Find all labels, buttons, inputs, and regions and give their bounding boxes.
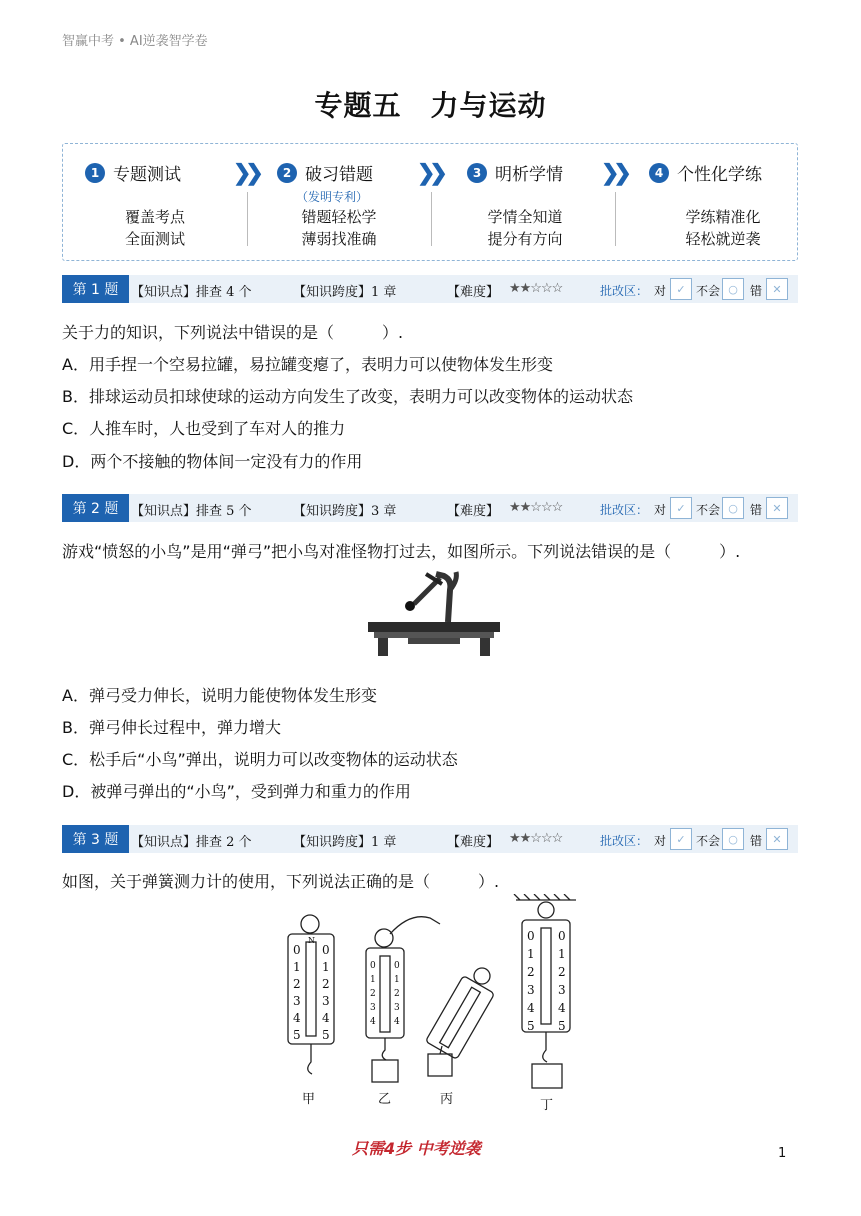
check-icon[interactable]: ✓ xyxy=(670,497,692,519)
step-4 xyxy=(649,160,819,185)
figure-label-jia: 甲 xyxy=(302,1092,316,1107)
grade-unknown-label: 不会 xyxy=(696,503,721,517)
option-d: D．被弹弓弹出的“小鸟”，受到弹力和重力的作用 xyxy=(62,782,411,801)
question-stem: 关于力的知识，下列说法中错误的是（ ）. xyxy=(62,323,404,342)
question-info xyxy=(129,275,637,303)
step-2-desc: 错题轻松学 薄弱找准确 xyxy=(301,208,377,248)
difficulty-label: 【难度】 xyxy=(447,835,500,850)
svg-text:1: 1 xyxy=(558,947,566,961)
step-number: 4 xyxy=(649,163,669,183)
difficulty-stars: ★★☆☆☆ xyxy=(509,500,563,515)
step-4-desc: 学练精准化 轻松就逆袭 xyxy=(685,208,761,248)
cross-icon[interactable]: ✕ xyxy=(766,278,788,300)
option-a: A．用手捏一个空易拉罐，易拉罐变瘪了，表明力可以使物体发生形变 xyxy=(62,355,553,374)
grade-zone-label: 批改区： xyxy=(600,834,649,848)
grading-zone xyxy=(588,275,798,303)
cross-icon[interactable]: ✕ xyxy=(766,497,788,519)
question-bar xyxy=(62,825,798,853)
svg-text:4: 4 xyxy=(370,1017,376,1027)
difficulty-stars: ★★☆☆☆ xyxy=(509,281,563,296)
slingshot-figure xyxy=(366,566,502,658)
question-number: 第 1 题 xyxy=(62,275,129,303)
svg-text:1: 1 xyxy=(394,975,400,985)
svg-text:4: 4 xyxy=(293,1011,301,1025)
svg-text:0: 0 xyxy=(527,929,535,943)
difficulty-label: 【难度】 xyxy=(447,504,500,519)
svg-text:0: 0 xyxy=(322,943,330,957)
step-sub: （发明专利） xyxy=(295,190,368,204)
svg-text:0: 0 xyxy=(558,929,566,943)
grading-zone xyxy=(588,494,798,522)
chevron-right-icon: ❯❯ xyxy=(233,160,258,186)
divider xyxy=(615,192,616,246)
grade-wrong-label: 错 xyxy=(750,284,763,298)
grading-zone xyxy=(588,825,798,853)
svg-text:2: 2 xyxy=(293,977,301,991)
step-label: 明析学情 xyxy=(495,165,563,185)
option-c: C．人推车时，人也受到了车对人的推力 xyxy=(62,419,346,438)
svg-text:3: 3 xyxy=(370,1003,376,1013)
grade-wrong-label: 错 xyxy=(750,503,763,517)
step-label: 个性化学练 xyxy=(677,165,762,185)
step-1 xyxy=(85,160,255,185)
check-icon[interactable]: ✓ xyxy=(670,828,692,850)
svg-text:4: 4 xyxy=(394,1017,400,1027)
svg-text:3: 3 xyxy=(293,994,301,1008)
step-label: 破习错题 xyxy=(305,165,373,185)
footer-logo: 只需4步 中考逆袭 xyxy=(352,1139,481,1158)
svg-text:5: 5 xyxy=(558,1019,566,1033)
question-number: 第 2 题 xyxy=(62,494,129,522)
grade-wrong-label: 错 xyxy=(750,834,763,848)
circle-icon[interactable]: ○ xyxy=(722,497,744,519)
svg-text:0: 0 xyxy=(394,961,400,971)
grade-zone-label: 批改区： xyxy=(600,284,649,298)
step-number: 2 xyxy=(277,163,297,183)
figure-label-yi: 乙 xyxy=(378,1092,392,1107)
svg-text:5: 5 xyxy=(322,1028,330,1042)
knowledge-points: 【知识点】排查 4 个 xyxy=(131,285,252,300)
figure-label-ding: 丁 xyxy=(540,1098,554,1113)
svg-text:2: 2 xyxy=(394,989,400,999)
question-number: 第 3 题 xyxy=(62,825,129,853)
svg-text:2: 2 xyxy=(370,989,376,999)
circle-icon[interactable]: ○ xyxy=(722,828,744,850)
svg-text:2: 2 xyxy=(527,965,535,979)
question-bar xyxy=(62,275,798,303)
step-3-desc: 学情全知道 提分有方向 xyxy=(487,208,563,248)
svg-text:4: 4 xyxy=(322,1011,330,1025)
svg-text:3: 3 xyxy=(394,1003,400,1013)
svg-text:4: 4 xyxy=(527,1001,535,1015)
divider xyxy=(431,192,432,246)
spring-scale-figure xyxy=(280,894,590,1114)
option-b: B．排球运动员扣球使球的运动方向发生了改变，表明力可以改变物体的运动状态 xyxy=(62,387,633,406)
knowledge-span: 【知识跨度】1 章 xyxy=(293,835,397,850)
grade-unknown-label: 不会 xyxy=(696,834,721,848)
steps-panel xyxy=(62,143,798,261)
grade-zone-label: 批改区： xyxy=(600,503,649,517)
grade-right-label: 对 xyxy=(654,834,667,848)
step-label: 专题测试 xyxy=(113,165,181,185)
step-number: 1 xyxy=(85,163,105,183)
svg-text:1: 1 xyxy=(293,960,301,974)
svg-text:1: 1 xyxy=(370,975,376,985)
option-d: D．两个不接触的物体间一定没有力的作用 xyxy=(62,452,363,471)
knowledge-points: 【知识点】排查 2 个 xyxy=(131,835,252,850)
question-info xyxy=(129,825,637,853)
grade-unknown-label: 不会 xyxy=(696,284,721,298)
question-info xyxy=(129,494,637,522)
question-stem: 游戏“愤怒的小鸟”是用“弹弓”把小鸟对准怪物打过去，如图所示。下列说法错误的是（ ）. xyxy=(62,542,741,561)
grade-right-label: 对 xyxy=(654,503,667,517)
figure-label-bing: 丙 xyxy=(440,1092,454,1107)
svg-text:5: 5 xyxy=(293,1028,301,1042)
svg-text:2: 2 xyxy=(322,977,330,991)
divider xyxy=(247,192,248,246)
option-c: C．松手后“小鸟”弹出，说明力可以改变物体的运动状态 xyxy=(62,750,458,769)
chevron-right-icon: ❯❯ xyxy=(601,160,626,186)
question-stem: 如图，关于弹簧测力计的使用，下列说法正确的是（ ）. xyxy=(62,872,500,891)
svg-text:5: 5 xyxy=(527,1019,535,1033)
knowledge-points: 【知识点】排查 5 个 xyxy=(131,504,252,519)
svg-text:4: 4 xyxy=(558,1001,566,1015)
knowledge-span: 【知识跨度】1 章 xyxy=(293,285,397,300)
chevron-right-icon: ❯❯ xyxy=(417,160,442,186)
cross-icon[interactable]: ✕ xyxy=(766,828,788,850)
page-title: 专题五 力与运动 xyxy=(314,89,547,122)
difficulty-stars: ★★☆☆☆ xyxy=(509,831,563,846)
difficulty-label: 【难度】 xyxy=(447,285,500,300)
svg-text:3: 3 xyxy=(558,983,566,997)
svg-text:1: 1 xyxy=(322,960,330,974)
svg-text:2: 2 xyxy=(558,965,566,979)
knowledge-span: 【知识跨度】3 章 xyxy=(293,504,397,519)
svg-text:0: 0 xyxy=(370,961,376,971)
question-bar xyxy=(62,494,798,522)
svg-text:3: 3 xyxy=(527,983,535,997)
grade-right-label: 对 xyxy=(654,284,667,298)
option-a: A．弹弓受力伸长，说明力能使物体发生形变 xyxy=(62,686,377,705)
scale-unit-label: N xyxy=(308,936,315,945)
check-icon[interactable]: ✓ xyxy=(670,278,692,300)
svg-text:3: 3 xyxy=(322,994,330,1008)
header-brand: 智赢中考 • AI逆袭智学卷 xyxy=(62,34,208,49)
step-1-desc: 覆盖考点 全面测试 xyxy=(124,208,185,248)
step-number: 3 xyxy=(467,163,487,183)
svg-text:1: 1 xyxy=(527,947,535,961)
option-b: B．弹弓伸长过程中，弹力增大 xyxy=(62,718,281,737)
circle-icon[interactable]: ○ xyxy=(722,278,744,300)
page-number: 1 xyxy=(778,1146,787,1161)
svg-text:0: 0 xyxy=(293,943,301,957)
